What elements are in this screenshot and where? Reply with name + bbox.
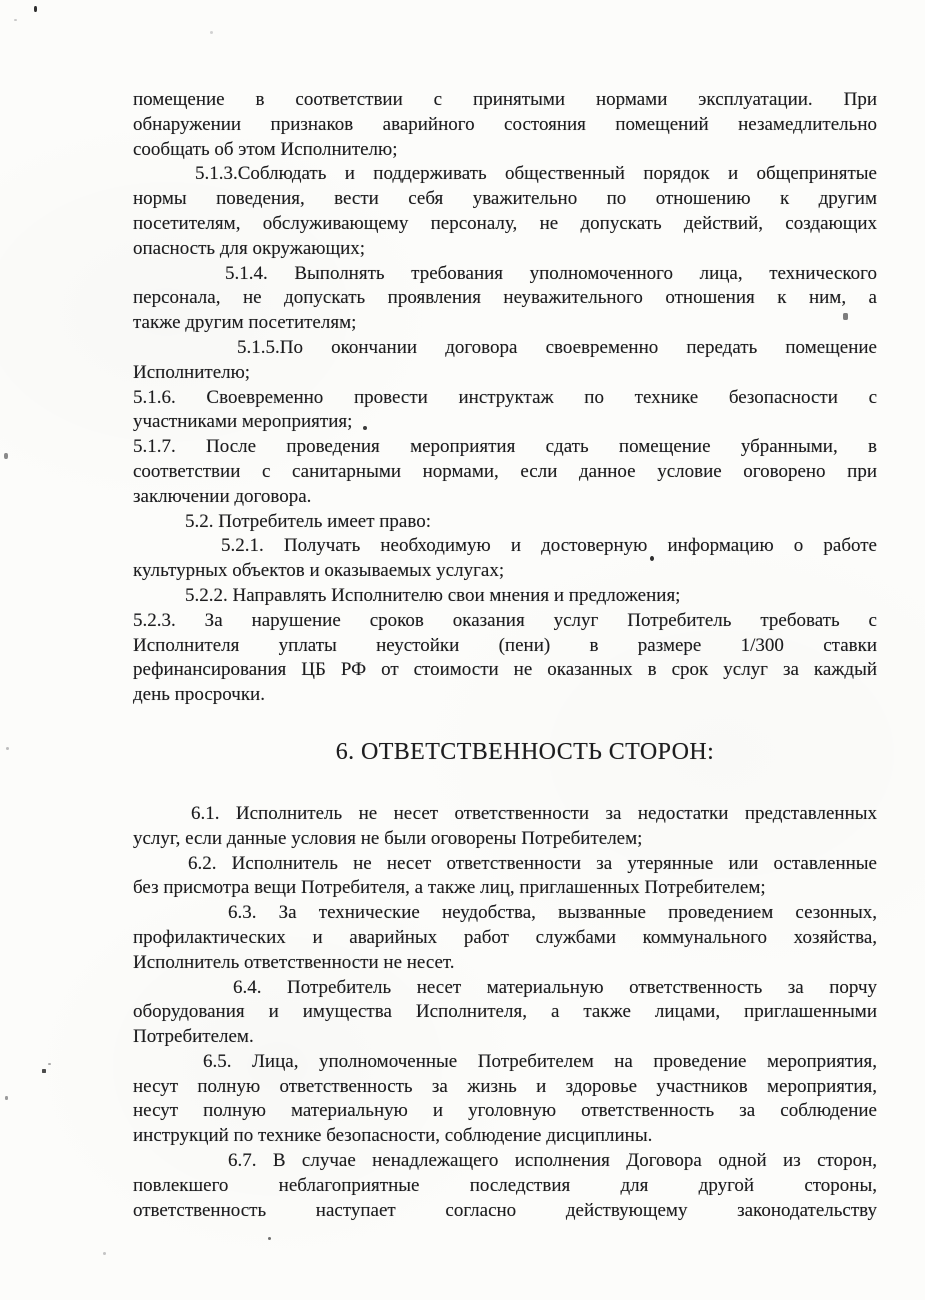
text-line: Исполнителю; <box>133 361 251 383</box>
scan-speck <box>34 6 37 12</box>
text-line: Исполнителя уплаты неустойки (пени) в размере 1/300 ставки <box>133 634 877 656</box>
paragraph <box>133 162 877 261</box>
text-line: 5.2.2. Направлять Исполнителю свои мнения и предложения; <box>185 584 681 606</box>
paragraph <box>133 336 877 386</box>
text-line: 6.4. Потребитель несет материальную ответственность за порчу <box>233 976 877 998</box>
scan-speck <box>14 19 17 21</box>
scan-speck <box>42 1069 46 1073</box>
paragraph <box>133 435 877 509</box>
text-line: день просрочки. <box>133 684 265 706</box>
text-line: посетителям, обслуживающему персоналу, не допускать действий, создающих <box>133 212 877 234</box>
section-heading: 6. ОТВЕТСТВЕННОСТЬ СТОРОН: <box>335 738 715 765</box>
text-line: услуг, если данные условия не были оговорены Потребителем; <box>133 827 643 849</box>
text-line: несут полную материальную и уголовную ответственность за соблюдение <box>133 1100 877 1122</box>
text-line: помещение в соответствии с принятыми нормами эксплуатации. При <box>133 89 877 110</box>
text-line: участниками мероприятия; <box>133 411 353 433</box>
scan-speck <box>5 1096 8 1100</box>
text-line: без присмотра вещи Потребителя, а также лиц, приглашенных Потребителем; <box>133 877 766 899</box>
paragraph <box>133 534 877 584</box>
text-line: 6.2. Исполнитель не несет ответственности за утерянные или оставленные <box>188 852 877 874</box>
text-line: ответственность наступает согласно действующему законодательству <box>133 1199 877 1221</box>
text-line: Потребителем. <box>133 1026 254 1048</box>
text-line: инструкций по технике безопасности, соблюдение дисциплины. <box>133 1125 653 1147</box>
scan-speck <box>650 556 654 561</box>
scan-speck <box>6 747 9 750</box>
text-line: также другим посетителям; <box>133 312 357 334</box>
paragraph <box>133 609 877 708</box>
scan-speck <box>48 1063 51 1065</box>
text-line: повлекшего неблагоприятные последствия для другой стороны, <box>133 1174 877 1196</box>
text-line: персонала, не допускать проявления неуважительного отношения к ним, а <box>133 287 877 309</box>
text-line: 5.2.1. Получать необходимую и достоверную информацию о работе <box>221 535 877 557</box>
paragraph <box>133 802 877 852</box>
paragraph <box>133 901 877 975</box>
paragraph <box>133 1050 877 1149</box>
text-line: профилактических и аварийных работ службами коммунального хозяйства, <box>133 926 877 948</box>
text-line: несут полную ответственность за жизнь и здоровье участников мероприятия, <box>133 1075 877 1097</box>
text-line: рефинансирования ЦБ РФ от стоимости не оказанных в срок услуг за каждый <box>133 659 877 681</box>
text-line: 5.1.4. Выполнять требования уполномоченного лица, технического <box>225 262 877 284</box>
text-line: нормы поведения, вести себя уважительно по отношению к другим <box>133 188 877 210</box>
text-line: 5.2.3. За нарушение сроков оказания услуг Потребитель требовать с <box>133 609 877 631</box>
text-line: 6.7. В случае ненадлежащего исполнения Договора одной из сторон, <box>228 1150 877 1172</box>
text-line: 5.1.5.По окончании договора своевременно передать помещение <box>237 336 877 358</box>
text-line: 5.1.3.Соблюдать и поддерживать общественный порядок и общепринятые <box>195 163 877 185</box>
text-line: оборудования и имущества Исполнителя, а также лицами, приглашенными <box>133 1001 877 1023</box>
text-line: опасность для окружающих; <box>133 237 366 259</box>
text-block <box>133 88 877 1223</box>
paragraph <box>133 88 877 162</box>
scan-speck <box>363 426 367 430</box>
text-line: 6.5. Лица, уполномоченные Потребителем на проведение мероприятия, <box>203 1050 877 1072</box>
text-line: сообщать об этом Исполнителю; <box>133 138 398 160</box>
scan-speck <box>843 313 848 320</box>
paragraph <box>133 852 877 902</box>
paragraph <box>133 584 877 609</box>
text-line: 5.1.6. Своевременно провести инструктаж по технике безопасности с <box>133 386 877 408</box>
text-line: Исполнитель ответственности не несет. <box>133 951 455 973</box>
scan-speck <box>103 1252 106 1255</box>
text-line: 5.2. Потребитель имеет право: <box>185 510 431 532</box>
scan-speck <box>210 31 213 34</box>
paragraph <box>133 510 877 535</box>
text-line: соответствии с санитарными нормами, если данное условие оговорено при <box>133 460 877 482</box>
paragraph <box>133 262 877 336</box>
text-line: заключении договора. <box>133 485 312 507</box>
scan-speck <box>4 453 8 459</box>
text-line: 6.1. Исполнитель не несет ответственности за недостатки представленных <box>191 802 877 824</box>
text-line: обнаружении признаков аварийного состояния помещений незамедлительно <box>133 113 877 135</box>
text-line: культурных объектов и оказываемых услугах; <box>133 560 505 582</box>
paragraph <box>133 386 877 436</box>
paragraph <box>133 976 877 1050</box>
scan-speck <box>268 1237 271 1240</box>
paragraph <box>133 1149 877 1223</box>
text-line: 6.3. За технические неудобства, вызванные проведением сезонных, <box>228 902 877 924</box>
text-line: 5.1.7. После проведения мероприятия сдать помещение убранными, в <box>133 436 877 458</box>
